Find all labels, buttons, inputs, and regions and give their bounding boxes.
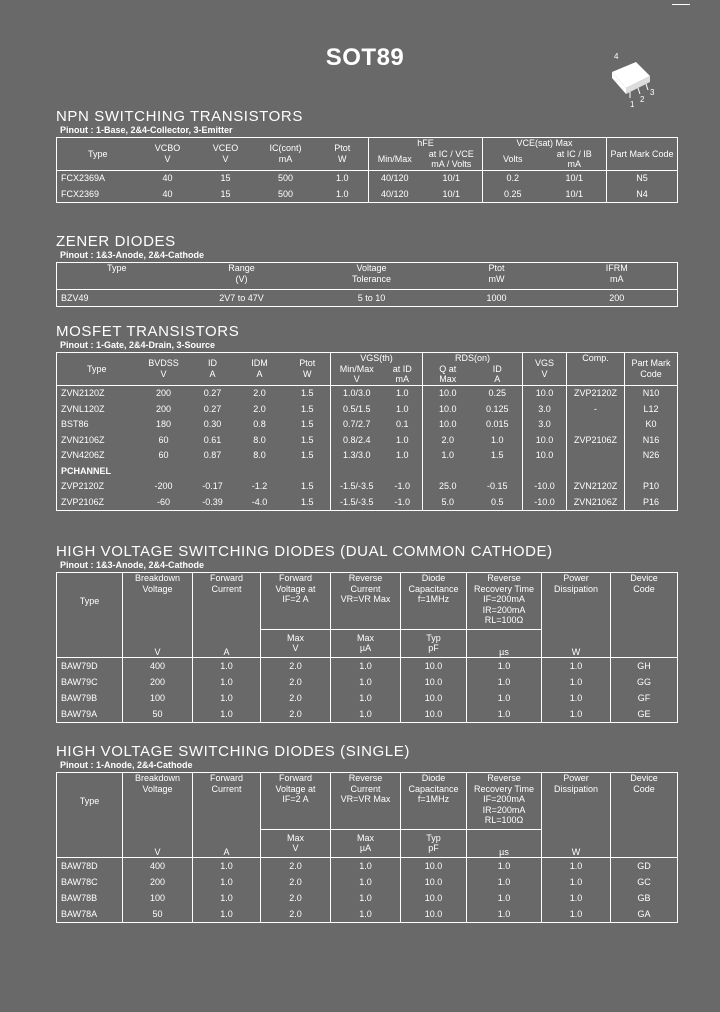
cell: 0.5/1.5 [342,403,371,414]
cell: 60 [158,434,169,445]
cell: -1.5/-3.5 [339,481,374,491]
col-hfe: hFE [417,138,434,148]
cell: 10.0 [423,417,473,433]
cell: 0.87 [203,450,222,460]
cell: GC [637,876,651,887]
cell: 0.61 [203,434,222,445]
cell: N5 [607,170,678,186]
unit-cell: Max V [261,829,331,858]
cell: 2.0 [253,388,266,398]
col-breakdown: Breakdown Voltage [123,773,193,830]
cell [567,417,625,433]
cell: 1.0 [467,658,542,675]
unit-cell [611,829,678,858]
cell [567,448,625,464]
col-comp: Comp. [567,353,625,386]
cell: 1.0 [193,706,261,723]
unit-cell: Max µA [331,629,401,658]
cell: P16 [625,494,678,510]
cell: 1.5 [285,401,331,417]
col-type: Type [57,138,139,171]
col-hfe-at: at IC / VCE mA / Volts [421,149,483,171]
corner-rule [672,4,690,5]
cell: 1.5 [285,417,331,433]
cell: -10.0 [523,494,567,510]
cell: 1.5 [285,494,331,510]
cell: 0.27 [203,388,222,398]
cell: 1.0 [542,674,611,690]
cell: 2V7 to 47V [219,292,264,303]
cell: 10/1 [442,173,461,183]
cell: 25.0 [423,479,473,495]
cell: 0.8 [253,419,266,429]
unit-cell: µs [467,629,542,658]
cell: -4.0 [251,496,268,507]
cell: ZVP2120Z [567,385,625,401]
col-rdson-q: Q at Max [423,364,473,386]
cell: N10 [625,385,678,401]
cell: 0.25 [488,388,507,398]
cell: 2.0 [261,658,331,675]
zener-heading: ZENER DIODES [56,233,176,250]
unit-cell: µs [467,829,542,858]
cell: 0.2 [483,170,543,186]
col-reverse-current: Reverse Current VR=VR Max [331,573,401,630]
cell: 0.30 [203,419,222,429]
cell: GF [637,692,651,703]
cell: 1.0 [542,858,611,875]
cell: 1.0 [331,658,401,675]
cell: 10.0 [401,906,467,923]
cell: 1000 [486,292,507,303]
cell: 10.0 [401,874,467,890]
col-ptot: Ptot W [285,353,331,386]
col-device-code: Device Code [630,573,658,594]
col-recovery: Reverse Recovery Time IF=200mA IR=200mA RL=100Ω [467,773,542,830]
cell: 1.3/3.0 [342,450,371,460]
mosfet-table [56,352,678,511]
cell: 0.125 [486,403,509,414]
cell: GE [637,708,651,719]
cell: 3.0 [523,401,567,417]
cell: GD [637,860,651,871]
cell: 10/1 [565,188,584,199]
cell: 0.7/2.7 [342,419,371,429]
col-forward-voltage: Forward Voltage at IF=2 A [261,773,331,830]
cell: GA [637,908,651,919]
cell: 2.0 [261,890,331,906]
cell: 1.0 [467,874,542,890]
col-type: Type [57,773,123,830]
cell: BAW79D [57,658,123,675]
cell: 10.0 [523,448,567,464]
col-breakdown: Breakdown Voltage [123,573,193,630]
col-part-mark: Part Mark Code [607,138,678,171]
col-rdson: RDS(on) [423,353,523,364]
cell: 1.0 [331,906,401,923]
cell: 1.0 [193,858,261,875]
hv-dual-pinout: Pinout : 1&3-Anode, 2&4-Cathode [60,560,205,570]
col-bvdss: BVDSS V [137,353,191,386]
col-forward-voltage: Forward Voltage at IF=2 A [261,573,331,630]
cell: 40/120 [380,188,409,199]
cell: 5 to 10 [357,292,386,303]
col-type: Type [57,353,137,386]
cell: 1.0 [467,674,542,690]
cell: BZV49 [61,292,89,303]
cell: FCX2369A [61,173,106,183]
npn-pinout: Pinout : 1-Base, 2&4-Collector, 3-Emitter [60,125,233,135]
col-vcesat-volts: Volts [483,149,543,171]
cell: 200 [155,403,172,414]
cell: 1.0 [491,434,504,445]
col-id: ID A [191,353,235,386]
cell: ZVP2106Z [61,496,105,507]
hv-dual-heading: HIGH VOLTAGE SWITCHING DIODES (DUAL COMMON CATHODE) [56,543,553,560]
cell: 1.0 [396,388,409,398]
col-vcbo: VCBO V [139,138,197,171]
cell: 10.0 [401,858,467,875]
cell: 60 [158,450,169,460]
col-type: Type [57,573,123,630]
cell: BST86 [61,419,89,429]
cell: 1.0 [467,906,542,923]
cell: 1.0 [193,890,261,906]
cell: - [567,401,625,417]
cell: 10.0 [401,690,467,706]
cell: -1.2 [251,481,268,491]
col-device-code: Device Code [630,773,658,794]
col-vgsth-at: at ID mA [383,364,423,386]
unit-cell: A [193,629,261,658]
cell: 1.0 [396,450,409,460]
cell: FCX2369 [61,188,100,199]
cell: 1.0 [193,874,261,890]
cell: 400 [123,858,193,875]
pin-label: 2 [640,95,645,104]
zener-table [56,262,678,307]
mosfet-heading: MOSFET TRANSISTORS [56,323,240,340]
cell: P10 [625,479,678,495]
cell: ZVN4206Z [61,450,105,460]
col-power: Power Dissipation [542,773,611,830]
col-hfe-minmax: Min/Max [369,149,421,171]
cell: 1.0 [331,674,401,690]
cell: 50 [123,706,193,723]
cell: -0.39 [202,496,223,507]
cell: 10.0 [423,385,473,401]
cell: GB [637,892,651,903]
cell: 1.5 [285,448,331,464]
cell: 8.0 [253,450,266,460]
cell: 0.25 [483,186,543,202]
cell: 200 [123,674,193,690]
cell: 180 [155,419,172,429]
unit-cell: Max µA [331,829,401,858]
cell: 10.0 [423,401,473,417]
cell: 0.015 [486,419,509,429]
hv-single-table [56,772,678,923]
cell: 2.0 [261,874,331,890]
cell: 1.0 [193,658,261,675]
cell: 500 [277,188,294,199]
pin-label: 4 [614,52,619,61]
pin-label: 3 [650,88,655,97]
cell: K0 [625,417,678,433]
unit-cell: V [123,829,193,858]
npn-section [56,108,676,203]
unit-cell: Max V [261,629,331,658]
cell: 50 [123,906,193,923]
hv-single-pinout: Pinout : 1-Anode, 2&4-Cathode [60,760,193,770]
cell: -0.15 [487,481,508,491]
col-vcesat-at: at IC / IB mA [543,149,607,171]
cell: 1.0 [542,906,611,923]
cell: 1.0 [331,890,401,906]
cell: 1.0 [317,170,369,186]
col-vgsth-minmax: Min/Max V [331,364,383,386]
cell: 100 [123,690,193,706]
col-forward-current: Forward Current [193,573,261,630]
col-vgsth: VGS(th) [360,353,393,363]
cell: BAW78D [57,858,123,875]
unit-cell: Typ pF [401,629,467,658]
cell: BAW78B [57,890,123,906]
col-rdson-id: ID A [473,364,523,386]
col-ptot: Ptot mW [437,263,557,290]
cell: ZVP2120Z [61,481,105,491]
cell: L12 [625,401,678,417]
cell: 2.0 [253,403,266,414]
col-power: Power Dissipation [542,573,611,630]
cell: 10.0 [523,385,567,401]
cell: 2.0 [261,706,331,723]
cell: 1.0 [467,858,542,875]
cell: 1.0 [542,874,611,890]
hv-dual-section [56,543,676,723]
cell: 1.0 [331,858,401,875]
cell: 0.27 [203,403,222,414]
cell: -60 [156,496,170,507]
unit-cell: A [193,829,261,858]
pin-label: 1 [630,100,635,109]
cell: 1.0 [193,674,261,690]
col-capacitance: Diode Capacitance f=1MHz [401,573,467,630]
cell: 1.5 [285,479,331,495]
col-ptot: Ptot W [317,138,369,171]
cell: N4 [607,186,678,202]
col-type: Type [57,263,177,290]
cell: ZVN2120Z [567,479,625,495]
cell: 200 [123,874,193,890]
cell: BAW79C [57,674,123,690]
cell: 15 [220,188,231,199]
cell: 15 [220,173,231,183]
mosfet-pinout: Pinout : 1-Gate, 2&4-Drain, 3-Source [60,340,216,350]
cell: -0.17 [202,481,223,491]
cell: 1.5 [285,432,331,448]
cell: 500 [277,173,294,183]
cell: 1.0 [331,690,401,706]
zener-pinout: Pinout : 1&3-Anode, 2&4-Cathode [60,250,205,260]
cell: 0.1 [396,419,409,429]
cell: 1.0 [467,890,542,906]
col-ic: IC(cont) mA [255,138,317,171]
cell: 1.0 [542,658,611,675]
cell: 1.0 [396,403,409,414]
cell: 1.0 [542,890,611,906]
cell: 200 [609,292,625,303]
unit-cell: W [542,629,611,658]
cell: 0.5 [491,496,504,507]
cell: 1.0 [331,706,401,723]
cell: 200 [155,388,172,398]
cell: 1.0 [467,706,542,723]
col-capacitance: Diode Capacitance f=1MHz [401,773,467,830]
cell: BAW79B [57,690,123,706]
cell: -10.0 [523,479,567,495]
cell: 8.0 [253,434,266,445]
unit-cell [611,629,678,658]
cell: 10.0 [401,674,467,690]
col-range: Range (V) [177,263,307,290]
col-tolerance: Voltage Tolerance [307,263,437,290]
npn-heading: NPN SWITCHING TRANSISTORS [56,108,303,125]
cell: 10.0 [401,658,467,675]
sot89-package-icon [600,50,660,110]
cell: ZVN2120Z [61,388,105,398]
hv-single-section [56,743,676,923]
cell: 1.0/3.0 [342,388,371,398]
cell: N26 [625,448,678,464]
unit-cell [57,829,123,858]
cell: 1.0 [542,706,611,723]
cell: 10.0 [401,706,467,723]
cell: GH [637,660,651,671]
col-vceo: VCEO V [197,138,255,171]
cell: 10.0 [523,432,567,448]
cell: BAW78A [57,906,123,923]
cell: BAW78C [57,874,123,890]
cell: 1.5 [491,450,504,460]
unit-cell: Typ pF [401,829,467,858]
unit-cell: V [123,629,193,658]
cell: 1.0 [396,434,409,445]
col-part-mark: Part Mark Code [625,353,678,386]
cell: ZVN2106Z [567,494,625,510]
cell: 3.0 [523,417,567,433]
pchannel-label: PCHANNEL [61,465,112,476]
cell: 40/120 [380,173,409,183]
cell: ZVN2106Z [61,434,105,445]
cell: 1.0 [542,690,611,706]
col-idm: IDM A [235,353,285,386]
cell: -1.0 [394,481,411,491]
col-ifrm: IFRM mA [557,263,678,290]
cell: 1.0 [193,906,261,923]
hv-dual-table [56,572,678,723]
cell: ZVNL120Z [61,403,105,414]
unit-cell: W [542,829,611,858]
cell: ZVP2106Z [567,432,625,448]
cell: N16 [625,432,678,448]
cell: 10/1 [442,188,461,199]
cell: -1.5/-3.5 [339,496,374,507]
cell: 2.0 [261,906,331,923]
cell: 10.0 [401,890,467,906]
cell: -1.0 [394,496,411,507]
cell: 2.0 [261,674,331,690]
cell: -200 [154,481,173,491]
cell: 5.0 [423,494,473,510]
cell: 1.0 [423,448,473,464]
cell: 400 [123,658,193,675]
unit-cell [57,629,123,658]
mosfet-section [56,323,676,511]
cell: 1.5 [285,385,331,401]
cell: 0.8/2.4 [342,434,371,445]
cell: 40 [162,173,173,183]
cell: 10/1 [565,173,584,183]
col-recovery: Reverse Recovery Time IF=200mA IR=200mA RL=100Ω [467,573,542,630]
cell: 2.0 [423,432,473,448]
npn-table [56,137,678,203]
cell: 1.0 [193,690,261,706]
col-forward-current: Forward Current [193,773,261,830]
cell: 1.0 [331,874,401,890]
col-reverse-current: Reverse Current VR=VR Max [331,773,401,830]
page-title: SOT89 [325,44,405,71]
cell: 100 [123,890,193,906]
cell: 2.0 [261,858,331,875]
cell: 1.0 [317,186,369,202]
hv-single-heading: HIGH VOLTAGE SWITCHING DIODES (SINGLE) [56,743,410,760]
cell: 2.0 [261,690,331,706]
cell: 1.0 [467,690,542,706]
cell: GG [636,676,651,687]
col-vcesat: VCE(sat) Max [483,138,607,149]
cell: BAW79A [57,706,123,723]
cell: 40 [162,188,173,199]
col-vgs: VGS V [523,353,567,386]
zener-section [56,233,676,307]
